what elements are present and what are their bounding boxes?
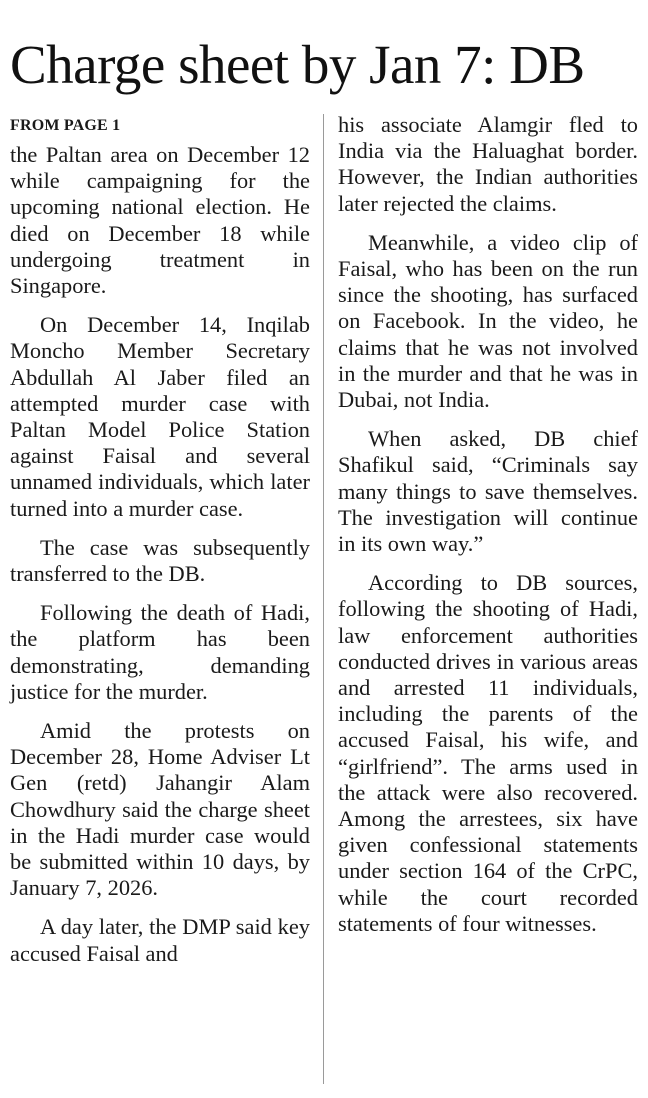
paragraph: When asked, DB chief Shafikul said, “Criminals say many things to save themselves. The investigation will continue in its own way.” bbox=[338, 426, 638, 557]
column-divider bbox=[323, 114, 324, 1084]
continuation-kicker: FROM PAGE 1 bbox=[10, 117, 121, 134]
paragraph: the Paltan area on December 12 while campaigning for the upcoming national election. He died on December 18 while undergoing treatment in Singapore. bbox=[10, 142, 310, 299]
paragraph: A day later, the DMP said key accused Faisal and bbox=[10, 914, 310, 966]
paragraph: Meanwhile, a video clip of Faisal, who has been on the run since the shooting, has surfaced on Facebook. In the video, he claims that he was not involved in the murder and that he was in Dubai, not India. bbox=[338, 229, 638, 413]
paragraph: his associate Alamgir fled to India via the Haluaghat border. However, the Indian authorities later rejected the claims. bbox=[338, 112, 638, 216]
paragraph: Following the death of Hadi, the platform has been demonstrating, demanding justice for the murder. bbox=[10, 600, 310, 704]
paragraph: The case was subsequently transferred to the DB. bbox=[10, 534, 310, 587]
headline: Charge sheet by Jan 7: DB bbox=[10, 34, 585, 95]
left-column bbox=[10, 112, 310, 980]
right-column bbox=[338, 112, 638, 950]
paragraph: Amid the protests on December 28, Home Adviser Lt Gen (retd) Jahangir Alam Chowdhury said the charge sheet in the Hadi murder case would be submitted within 10 days, by January 7, 2026. bbox=[10, 718, 310, 901]
paragraph: According to DB sources, following the shooting of Hadi, law enforcement authorities conducted drives in various areas and arrested 11 individuals, including the parents of the accused Faisal, his wife, and “girlfriend”. The arms used in the attack were also recovered. Among the arrestees, six have given confessional statements under section 164 of the CrPC, while the court recorded statements of four witnesses. bbox=[338, 570, 638, 936]
paragraph: On December 14, Inqilab Moncho Member Secretary Abdullah Al Jaber filed an attempted murder case with Paltan Model Police Station against Faisal and several unnamed individuals, which later turned into a murder case. bbox=[10, 312, 310, 521]
